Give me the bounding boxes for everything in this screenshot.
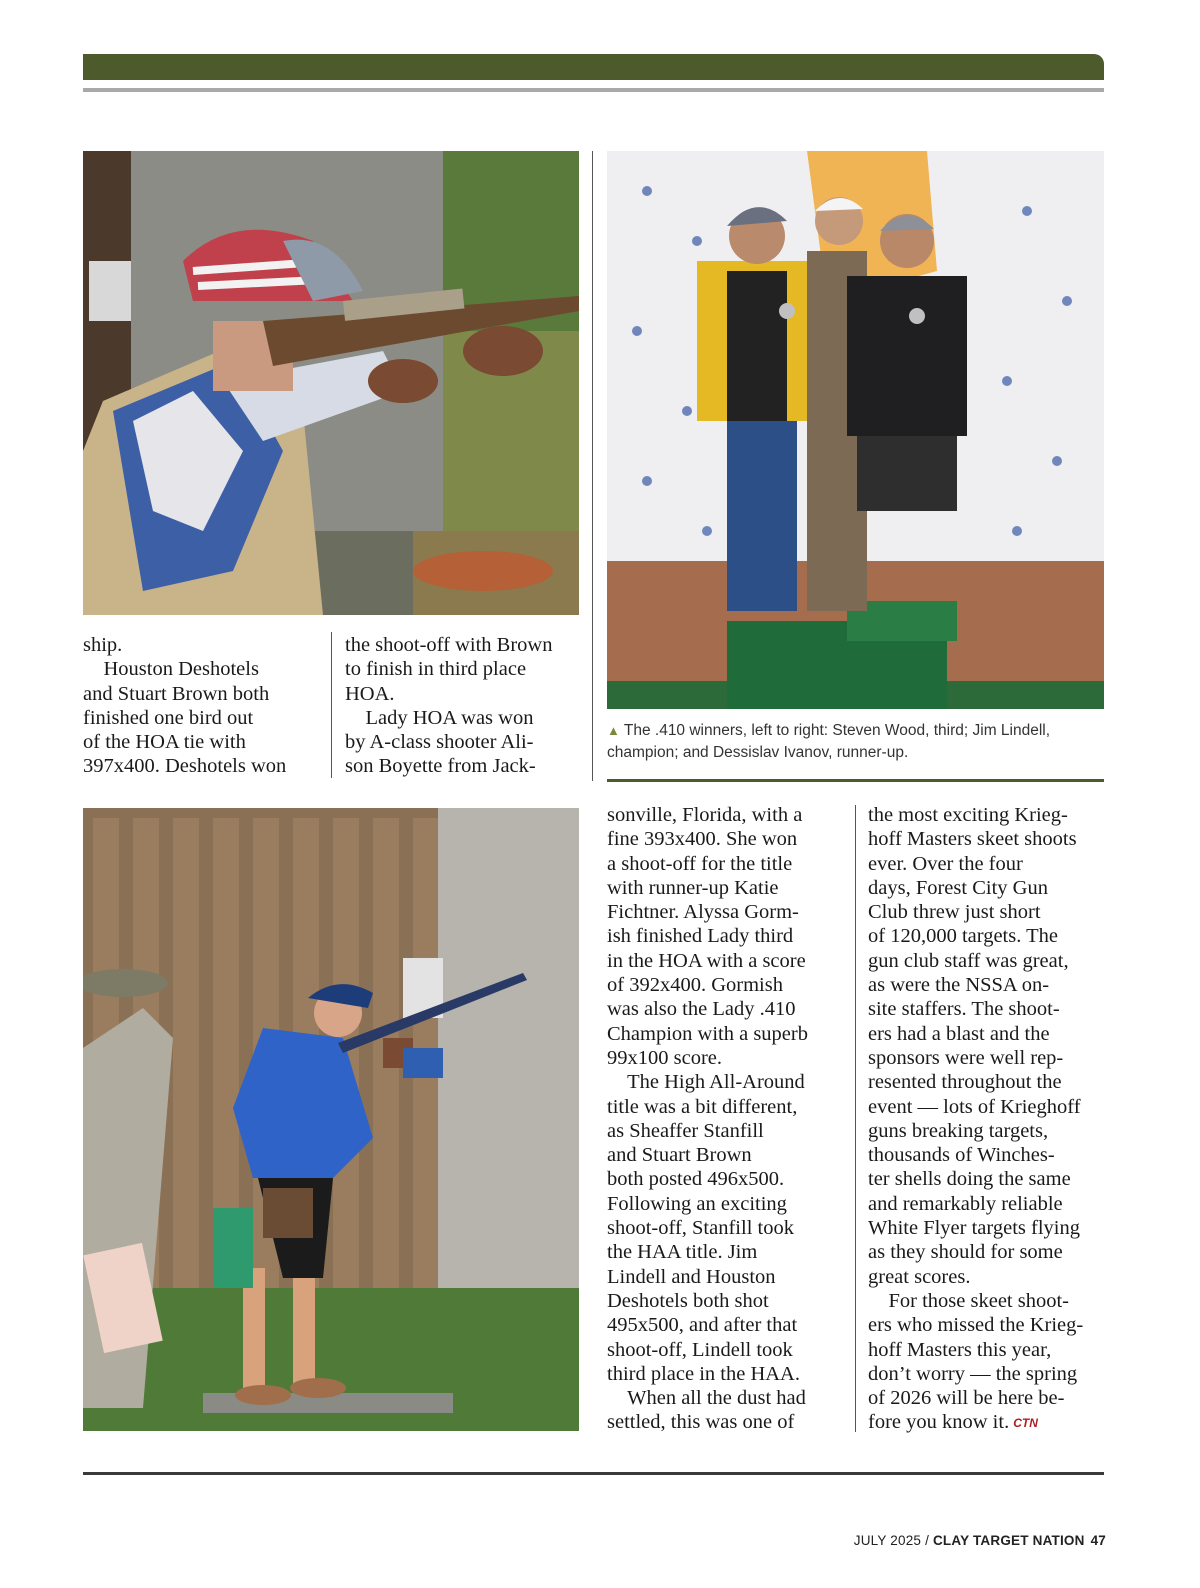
article-column-3 <box>607 803 808 1435</box>
text-line: 495x500, and after that <box>607 1314 798 1337</box>
triangle-icon: ▲ <box>607 723 620 738</box>
footer-magazine-name: CLAY TARGET NATION <box>932 1533 1085 1548</box>
text-line: HOA. <box>345 682 395 705</box>
text-line: sonville, Florida, with a <box>607 804 803 826</box>
footer-rule <box>83 1472 1104 1475</box>
text-line: son Boyette from Jack- <box>345 755 536 778</box>
text-line: fore you know it. CTN <box>868 1410 1083 1434</box>
photo-lady-shooter <box>83 808 579 1431</box>
caption-line-2: champion; and Dessislav Ivanov, runner-up. <box>607 744 909 761</box>
text-line: both posted 496x500. <box>607 1168 785 1191</box>
text-line: as Sheaffer Stanfill <box>607 1119 764 1142</box>
text-line: site staffers. The shoot- <box>868 998 1060 1021</box>
text-line: Houston Deshotels <box>83 658 259 681</box>
text-line: third place in the HAA. <box>607 1362 800 1385</box>
text-line: in the HOA with a score <box>607 949 806 972</box>
text-line: ers who missed the Krieg- <box>868 1314 1084 1337</box>
text-line: to finish in third place <box>345 658 527 681</box>
header-accent-bar <box>83 54 1104 80</box>
text-line: fine 393x400. She won <box>607 828 798 851</box>
text-line: of 392x400. Gormish <box>607 974 783 997</box>
text-line: the shoot-off with Brown <box>345 634 553 656</box>
article-column-2 <box>345 633 552 779</box>
text-line: event — lots of Krieghoff <box>868 1095 1081 1118</box>
text-line: and Stuart Brown <box>607 1144 752 1167</box>
text-line: ship. <box>83 634 123 656</box>
text-line: of 2026 will be here be- <box>868 1387 1065 1410</box>
text-line: don’t worry — the spring <box>868 1362 1078 1385</box>
text-line: 397x400. Deshotels won <box>83 755 287 778</box>
text-line: hoff Masters skeet shoots <box>868 828 1077 851</box>
text-line: ever. Over the four <box>868 852 1023 875</box>
text-line: For those skeet shoot- <box>868 1289 1069 1312</box>
text-line: finished one bird out <box>83 706 254 729</box>
text-line: Lindell and Houston <box>607 1265 776 1288</box>
column-divider <box>331 632 332 778</box>
caption-line-1: The .410 winners, left to right: Steven Wood, third; Jim Lindell, <box>623 722 1051 739</box>
text-line: of the HOA tie with <box>83 731 246 754</box>
text-line: a shoot-off for the title <box>607 852 793 875</box>
photo-caption <box>607 720 1104 764</box>
text-line: Deshotels both shot <box>607 1289 769 1312</box>
header-rule <box>83 88 1104 92</box>
article-column-4 <box>868 803 1083 1435</box>
text-line: by A-class shooter Ali- <box>345 731 534 754</box>
text-line: ers had a blast and the <box>868 1022 1050 1045</box>
text-line: 99x100 score. <box>607 1046 723 1069</box>
text-line: shoot-off, Stanfill took <box>607 1217 794 1240</box>
text-line: thousands of Winches- <box>868 1144 1055 1167</box>
footer-issue: JULY 2025 / <box>853 1533 933 1548</box>
text-line: guns breaking targets, <box>868 1119 1049 1142</box>
text-line: When all the dust had <box>607 1387 806 1410</box>
page-number: 47 <box>1090 1533 1106 1548</box>
column-divider <box>592 151 593 781</box>
ctn-end-mark: CTN <box>1013 1416 1038 1431</box>
text-line: great scores. <box>868 1265 971 1288</box>
text-line: of 120,000 targets. The <box>868 925 1058 948</box>
text-line: resented throughout the <box>868 1071 1062 1094</box>
text-line: Lady HOA was won <box>345 706 534 729</box>
text-line: the HAA title. Jim <box>607 1241 758 1264</box>
text-line: as were the NSSA on- <box>868 974 1050 997</box>
photo-podium <box>607 151 1104 709</box>
text-line: Champion with a superb <box>607 1022 808 1045</box>
text-line: days, Forest City Gun <box>868 876 1048 899</box>
text-line: title was a bit different, <box>607 1095 798 1118</box>
text-line: as they should for some <box>868 1241 1063 1264</box>
text-line: settled, this was one of <box>607 1411 795 1434</box>
text-line: sponsors were well rep- <box>868 1046 1064 1069</box>
text-line: and remarkably reliable <box>868 1192 1063 1215</box>
text-line: the most exciting Krieg- <box>868 804 1068 826</box>
text-line: ter shells doing the same <box>868 1168 1071 1191</box>
photo-shooter <box>83 151 579 615</box>
text-line: gun club staff was great, <box>868 949 1069 972</box>
text-line: The High All-Around <box>607 1071 805 1094</box>
text-line: hoff Masters this year, <box>868 1338 1052 1361</box>
text-line: Fichtner. Alyssa Gorm- <box>607 901 799 924</box>
text-line: shoot-off, Lindell took <box>607 1338 793 1361</box>
column-divider <box>855 805 856 1432</box>
text-line: ish finished Lady third <box>607 925 794 948</box>
text-line: and Stuart Brown both <box>83 682 270 705</box>
text-line: Following an exciting <box>607 1192 787 1215</box>
text-line: was also the Lady .410 <box>607 998 796 1021</box>
page-footer <box>854 1533 1106 1548</box>
text-line: White Flyer targets flying <box>868 1217 1080 1240</box>
text-line: Club threw just short <box>868 901 1041 924</box>
article-column-1 <box>83 633 286 779</box>
caption-rule <box>607 779 1104 782</box>
text-line: with runner-up Katie <box>607 876 779 899</box>
